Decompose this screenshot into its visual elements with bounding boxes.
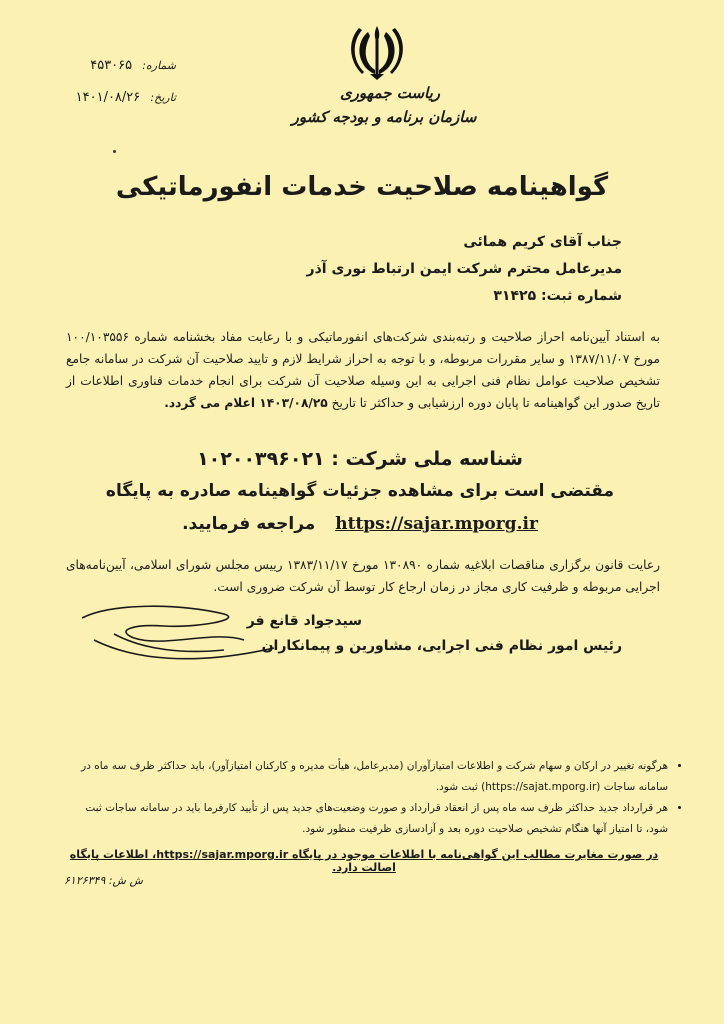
iran-emblem-icon <box>344 22 410 84</box>
signature-icon <box>74 600 294 670</box>
registration-number: شماره ثبت: ۳۱۴۲۵ <box>493 288 622 304</box>
refer-line <box>60 514 660 534</box>
letter-number <box>66 58 176 73</box>
footer-note: در صورت مغایرت مطالب این گواهی‌نامه با اطلاعات موجود در پایگاه https://sajar.mporg.ir، اطلاعات پایگاه اصالت دارد. <box>69 848 659 874</box>
note-item: • هرگونه تغییر در ارکان و سهام شرکت و اطلاعات امتیازآوران (مدیرعامل، هیأت مدیره و کارکنان امتیازآور)، باید حداکثر ظرف سه ماه در سامانه ساجات (https://sajat.mporg.ir) ثبت شود. <box>80 756 668 798</box>
signatory-name: سیدجواد قانع فر <box>246 613 362 629</box>
mark-dot <box>113 150 116 153</box>
letter-date <box>66 90 176 105</box>
signatory-title: رئیس امور نظام فنی اجرایی، مشاورین و پیمانکاران <box>261 638 622 654</box>
national-id-label: شناسه ملی شرکت : <box>331 448 523 470</box>
mandate-text: مقتضی است برای مشاهده جزئیات گواهینامه صادره به پایگاه <box>105 481 615 501</box>
refer-text: مراجعه فرمایید. <box>182 514 316 534</box>
reference-code: ش ش: ۶۱۲۶۳۴۹ <box>64 874 143 887</box>
national-id <box>60 448 660 470</box>
date-value: ۱۴۰۱/۰۸/۲۶ <box>75 90 141 105</box>
date-label: تاریخ: <box>150 91 176 104</box>
compliance-paragraph: رعایت قانون برگزاری مناقصات ابلاغیه شماره ۱۳۰۸۹۰ مورخ ۱۳۸۳/۱۱/۱۷ رییس مجلس شورای اسلامی، آیین‌نامه‌های اجرایی مربوطه و ظرفیت کاری مجاز در زمان ارجاع کار توسط آن شرکت ضروری است. <box>66 558 660 594</box>
number-label: شماره: <box>142 59 176 72</box>
note-item: • هر قرارداد جدید حداکثر ظرف سه ماه پس از انعقاد قرارداد و صورت وضعیت‌های جدید پس از تأیید کارفرما باید در سامانه ساجات ثبت شود، تا امتیاز آنها هنگام تشخیص صلاحیت دوره بعد و آزادسازی ظرفیت منظور شود. <box>80 798 668 840</box>
number-value: ۴۵۳۰۶۵ <box>90 58 133 73</box>
sajar-link[interactable]: https://sajar.mporg.ir <box>335 514 538 534</box>
validity-date: ۱۴۰۳/۰۸/۲۵ اعلام می گردد. <box>164 396 328 410</box>
notes-list <box>80 756 686 840</box>
body-paragraph <box>66 326 660 414</box>
recipient-name: جناب آقای کریم همائی <box>463 234 622 250</box>
recipient-position: مدیرعامل محترم شرکت ایمن ارتباط نوری آذر <box>306 261 622 277</box>
org-line-presidency: ریاست جمهوری <box>339 84 441 102</box>
body-text: به استناد آیین‌نامه احراز صلاحیت و رتبه‌بندی شرکت‌های انفورماتیکی و با رعایت مفاد بخشنامه شماره ۱۰۰/۱۰۳۵۵۶ مورخ ۱۳۸۷/۱۱/۰۷ و سایر مقررات مربوطه، و با توجه به احراز شرایط لازم و تایید صلاحیت آن شرکت در سامانه جامع تشخیص صلاحیت عوامل نظام فنی اجرایی به این وسیله صلاحیت آن شرکت برای انجام خدمات فناوری اطلاعات از تاریخ صدور این گواهینامه تا پایان دوره ارزشیابی و حداکثر تا تاریخ <box>66 330 661 410</box>
page-title: گواهینامه صلاحیت خدمات انفورماتیکی <box>115 172 609 202</box>
national-id-value: ۱۰۲۰۰۳۹۶۰۲۱ <box>197 448 325 470</box>
org-line-planning: سازمان برنامه و بودجه کشور <box>291 108 477 126</box>
